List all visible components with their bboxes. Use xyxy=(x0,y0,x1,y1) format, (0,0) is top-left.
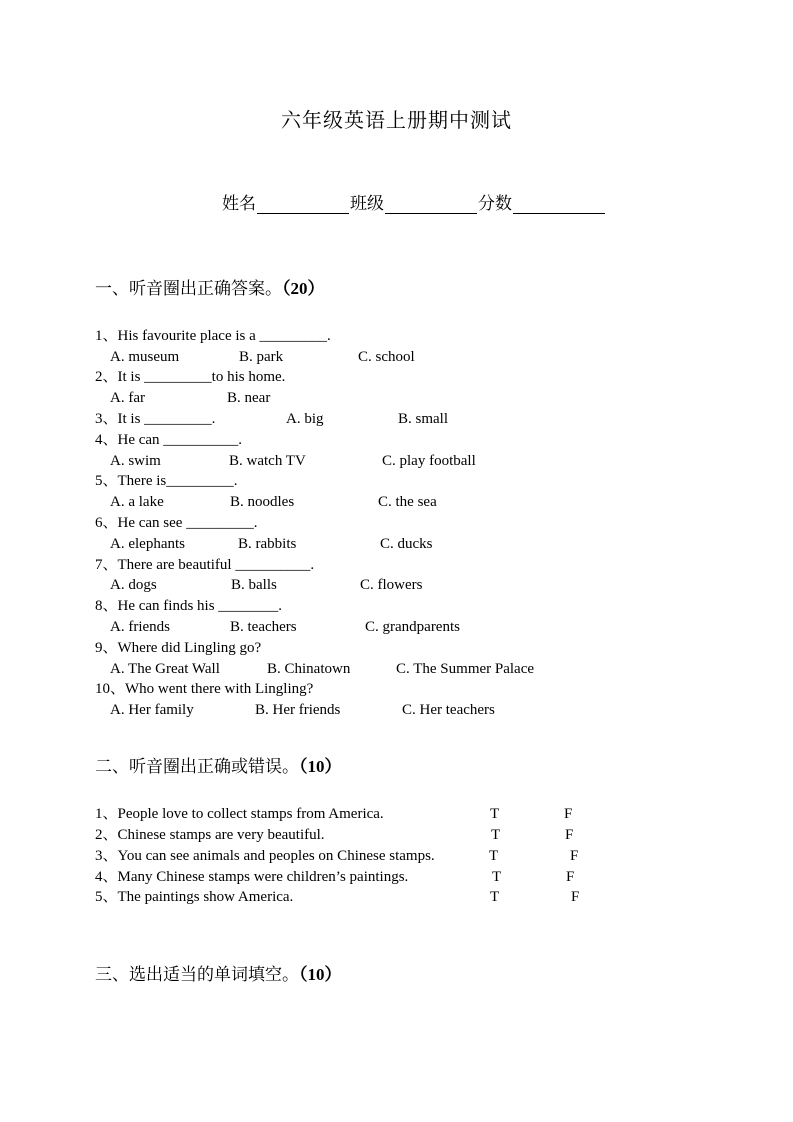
q7-option-a[interactable]: A. dogs xyxy=(110,577,157,593)
question-6: 6、He can see _________. xyxy=(95,515,258,531)
section3-heading xyxy=(95,960,342,985)
tf-statement-5: 5、The paintings show America. xyxy=(95,889,294,905)
section1-heading xyxy=(95,274,325,299)
q8-option-b[interactable]: B. teachers xyxy=(230,619,297,635)
q7-option-c[interactable]: C. flowers xyxy=(360,577,423,593)
q5-option-c[interactable]: C. the sea xyxy=(378,494,437,510)
score-blank[interactable] xyxy=(513,193,605,214)
q5-option-a[interactable]: A. a lake xyxy=(110,494,164,510)
question-7: 7、There are beautiful __________. xyxy=(95,557,315,573)
tf-statement-3: 3、You can see animals and peoples on Chinese stamps. xyxy=(95,848,435,864)
tf-statement-4: 4、Many Chinese stamps were children’s paintings. xyxy=(95,869,409,885)
q10-option-c[interactable]: C. Her teachers xyxy=(402,702,495,718)
q6-option-a[interactable]: A. elephants xyxy=(110,536,185,552)
q9-option-b[interactable]: B. Chinatown xyxy=(267,661,351,677)
q1-option-a[interactable]: A. museum xyxy=(110,349,180,365)
q10-option-a[interactable]: A. Her family xyxy=(110,702,194,718)
tf-5-false[interactable]: F xyxy=(571,889,580,905)
tf-2-false[interactable]: F xyxy=(565,827,574,843)
section2-score: （10） xyxy=(299,757,342,776)
class-label: 班级 xyxy=(350,194,384,214)
question-10: 10、Who went there with Lingling? xyxy=(95,681,314,697)
tf-statement-1: 1、People love to collect stamps from America. xyxy=(95,806,384,822)
q10-option-b[interactable]: B. Her friends xyxy=(255,702,341,718)
score-label: 分数 xyxy=(478,194,512,214)
section2-heading xyxy=(95,752,342,777)
q8-option-c[interactable]: C. grandparents xyxy=(365,619,460,635)
q3-option-b[interactable]: B. small xyxy=(398,411,449,427)
name-blank[interactable] xyxy=(257,193,349,214)
question-4: 4、He can __________. xyxy=(95,432,243,448)
question-3: 3、It is _________. xyxy=(95,411,216,427)
q6-option-c[interactable]: C. ducks xyxy=(380,536,433,552)
question-9: 9、Where did Lingling go? xyxy=(95,640,262,656)
student-info-line xyxy=(222,189,606,214)
section1-score: （20） xyxy=(282,279,325,298)
question-2: 2、It is _________to his home. xyxy=(95,369,286,385)
class-blank[interactable] xyxy=(385,193,477,214)
q9-option-c[interactable]: C. The Summer Palace xyxy=(396,661,535,677)
tf-5-true[interactable]: T xyxy=(490,889,500,905)
q1-option-c[interactable]: C. school xyxy=(358,349,415,365)
name-label: 姓名 xyxy=(222,194,256,214)
q6-option-b[interactable]: B. rabbits xyxy=(238,536,297,552)
tf-3-false[interactable]: F xyxy=(570,848,579,864)
section1-heading-text: 一、听音圈出正确答案。 xyxy=(95,279,282,299)
section3-score: （10） xyxy=(299,965,342,984)
q4-option-c[interactable]: C. play football xyxy=(382,453,476,469)
tf-1-false[interactable]: F xyxy=(564,806,573,822)
q9-option-a[interactable]: A. The Great Wall xyxy=(110,661,220,677)
tf-2-true[interactable]: T xyxy=(491,827,501,843)
q5-option-b[interactable]: B. noodles xyxy=(230,494,295,510)
section2-heading-text: 二、听音圈出正确或错误。 xyxy=(95,757,299,777)
q7-option-b[interactable]: B. balls xyxy=(231,577,277,593)
tf-1-true[interactable]: T xyxy=(490,806,500,822)
page-title: 六年级英语上册期中测试 xyxy=(281,108,512,132)
question-5: 5、There is_________. xyxy=(95,473,238,489)
question-1: 1、His favourite place is a _________. xyxy=(95,328,331,344)
q8-option-a[interactable]: A. friends xyxy=(110,619,170,635)
q2-option-b[interactable]: B. near xyxy=(227,390,271,406)
tf-4-false[interactable]: F xyxy=(566,869,575,885)
tf-statement-2: 2、Chinese stamps are very beautiful. xyxy=(95,827,325,843)
q1-option-b[interactable]: B. park xyxy=(239,349,284,365)
tf-3-true[interactable]: T xyxy=(489,848,499,864)
section3-heading-text: 三、选出适当的单词填空。 xyxy=(95,965,299,985)
question-8: 8、He can finds his ________. xyxy=(95,598,283,614)
tf-4-true[interactable]: T xyxy=(492,869,502,885)
q4-option-b[interactable]: B. watch TV xyxy=(229,453,306,469)
q2-option-a[interactable]: A. far xyxy=(110,390,145,406)
q4-option-a[interactable]: A. swim xyxy=(110,453,161,469)
q3-option-a[interactable]: A. big xyxy=(286,411,324,427)
